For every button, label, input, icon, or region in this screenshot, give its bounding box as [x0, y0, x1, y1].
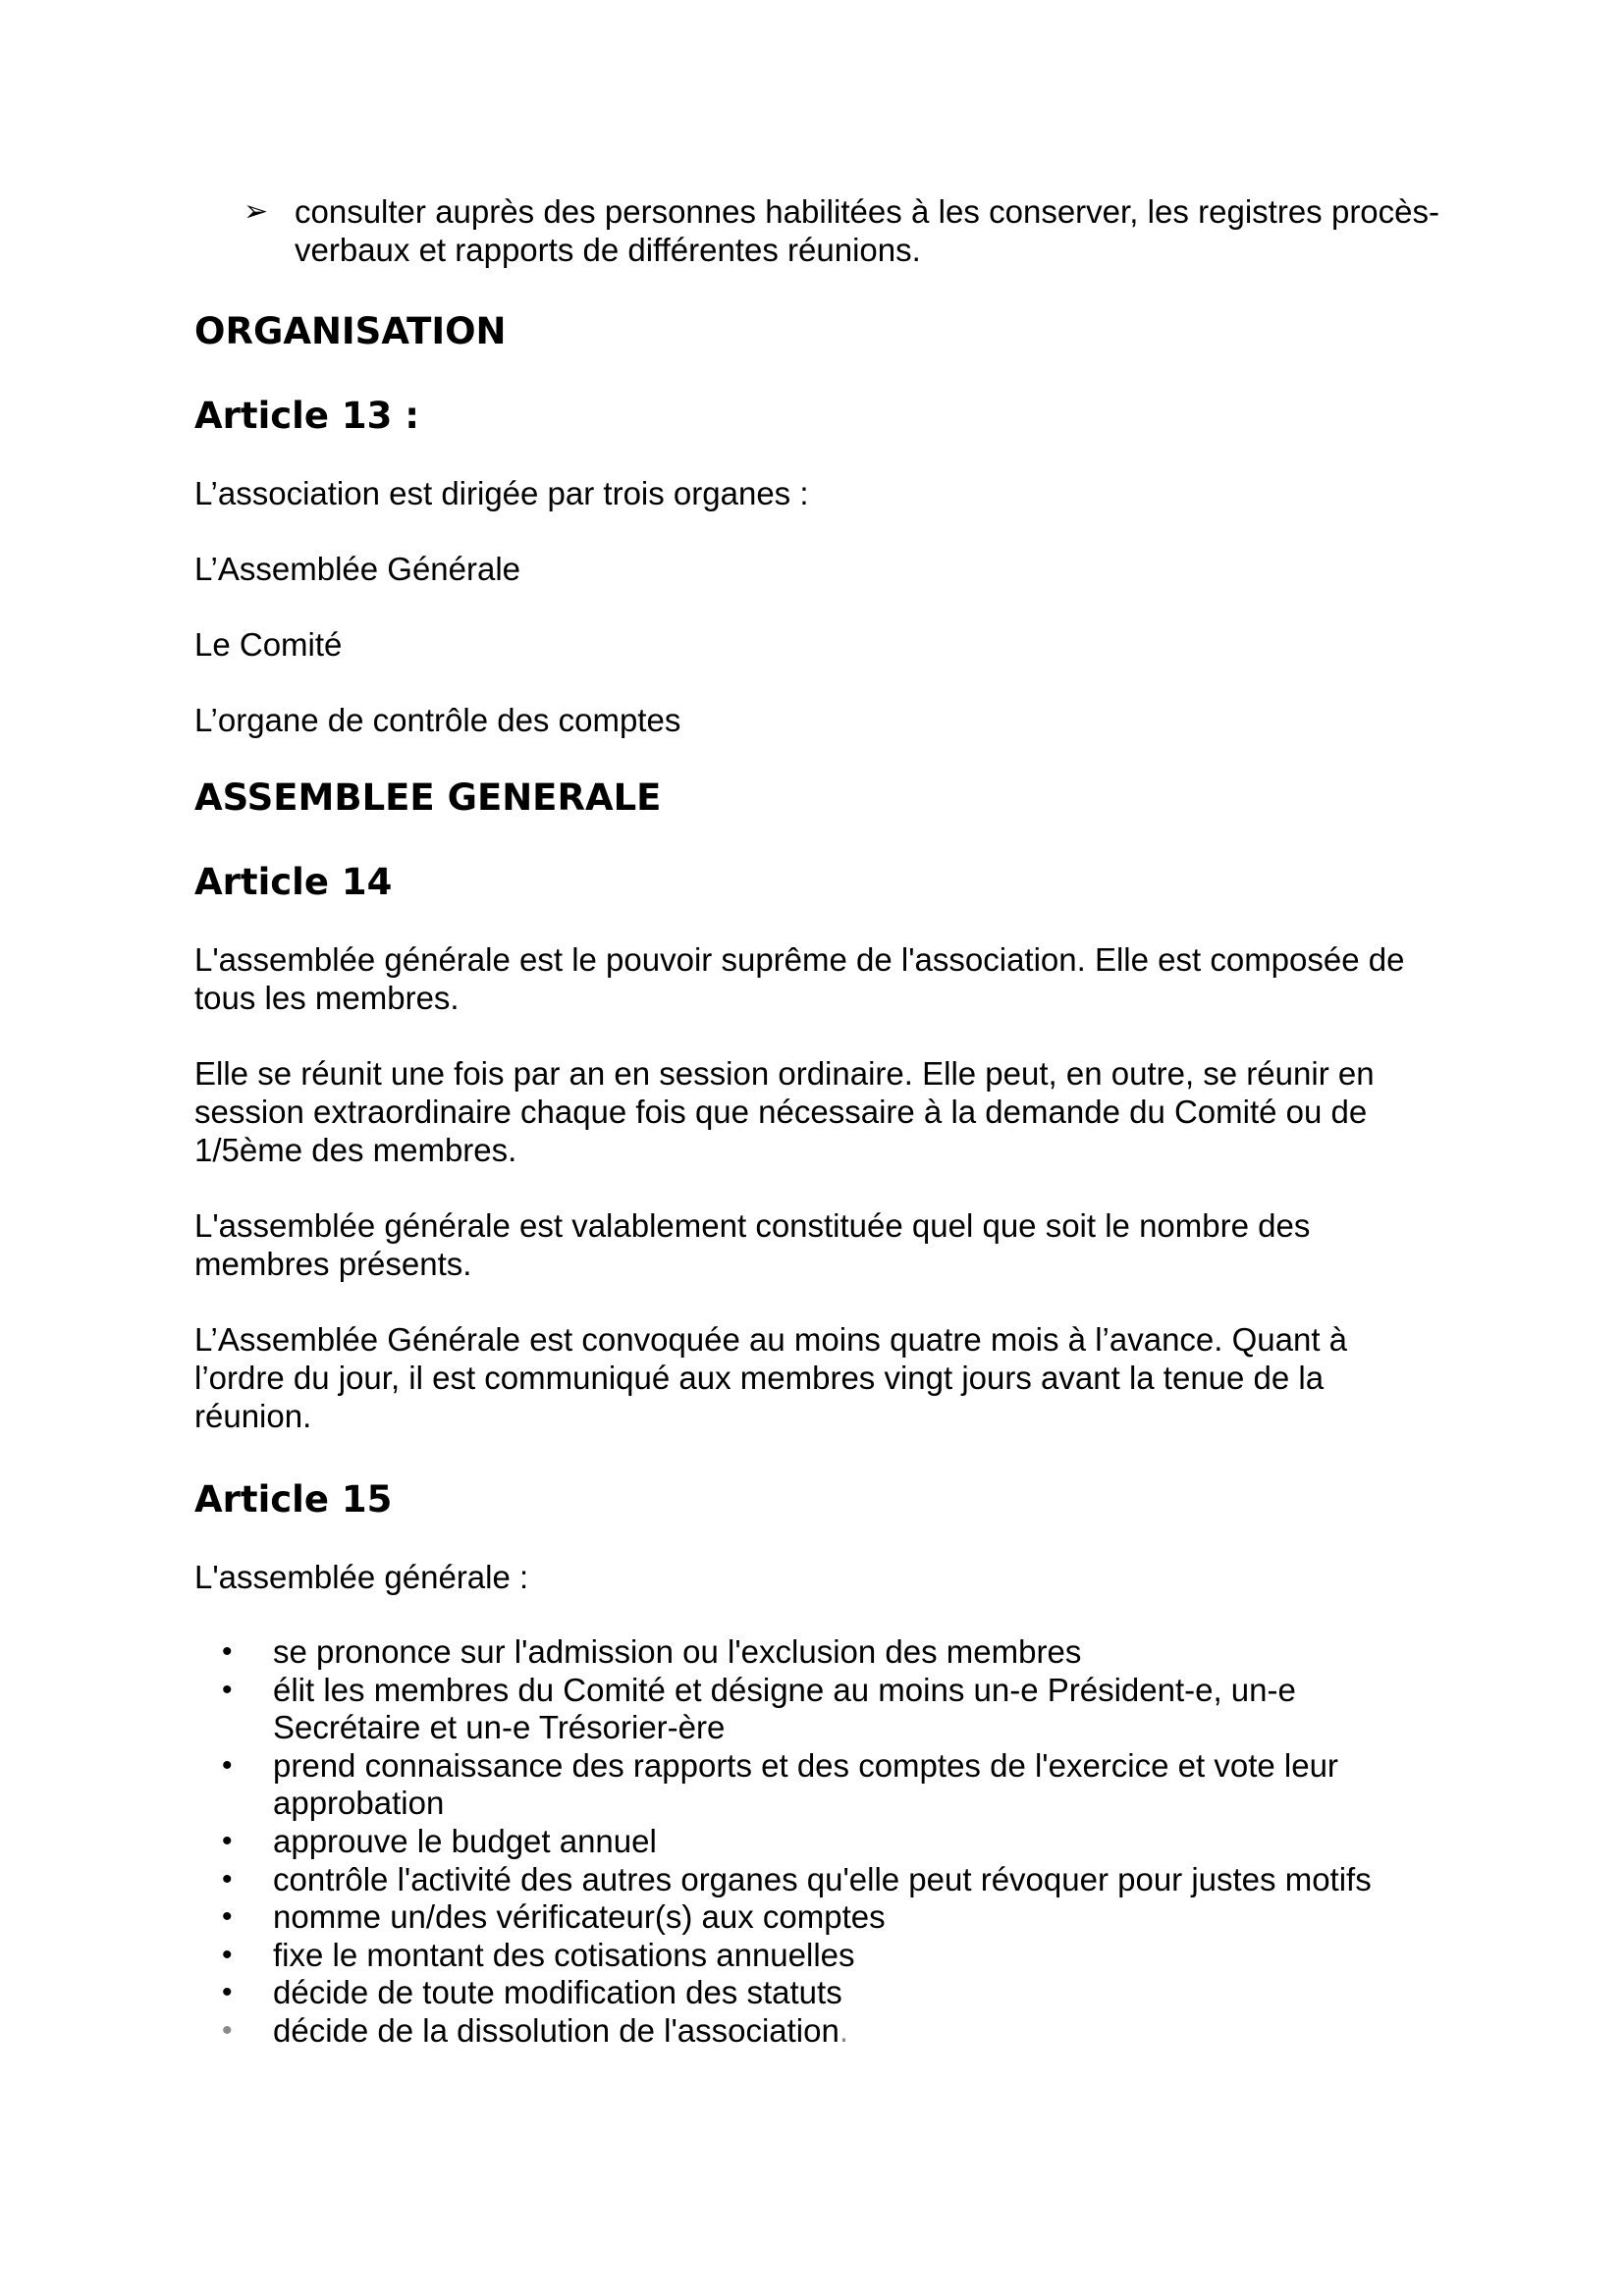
list-item — [194, 1861, 1439, 1899]
bullet-icon: • — [222, 1748, 233, 1782]
section-heading-assemblee: ASSEMBLEE GENERALE — [194, 776, 662, 819]
list-item-text: nomme un/des vérificateur(s) aux comptes — [273, 1898, 886, 1936]
list-item-text: prend connaissance des rapports et des comptes de l'exercice et vote leur approbation — [273, 1746, 1338, 1822]
article-15-intro: L'assemblée générale : — [194, 1559, 529, 1595]
trailing-period: . — [839, 2011, 849, 2049]
document-page — [194, 192, 1439, 2051]
list-item — [194, 1633, 1439, 1672]
article-15-heading: Article 15 — [194, 1478, 393, 1521]
list-item — [194, 2012, 1439, 2051]
list-item-text: décide de toute modification des statuts — [273, 1974, 842, 2011]
list-item-text: se prononce sur l'admission ou l'exclusion des membres — [273, 1633, 1082, 1670]
bullet-icon: • — [222, 2013, 233, 2047]
article-14-paragraph: L'assemblée générale est valablement constituée quel que soit le nombre des membres présents. — [194, 1207, 1311, 1282]
section-heading-organisation: ORGANISATION — [194, 310, 507, 352]
list-item-text: approuve le budget annuel — [273, 1822, 657, 1859]
bullet-icon: • — [222, 1862, 233, 1896]
article-14-paragraph: Elle se réunit une fois par an en session ordinaire. Elle peut, en outre, se réunir en session extraordinaire chaque fois que nécessaire à la demande du Comité ou de 1/5ème des membres. — [194, 1055, 1375, 1168]
list-item — [194, 1937, 1439, 1975]
list-item — [194, 1672, 1439, 1747]
list-item-text: décide de la dissolution de l'association — [273, 2011, 839, 2049]
list-item-text: élit les membres du Comité et désigne au moins un-e Président-e, un-e Secrétaire et un-e Trésorier-ère — [273, 1671, 1296, 1746]
article-14-heading: Article 14 — [194, 861, 393, 903]
organ-controle: L’organe de contrôle des comptes — [194, 702, 681, 738]
arrow-bullet-icon: ➢ — [244, 194, 269, 229]
list-item-text: fixe le montant des cotisations annuelles — [273, 1936, 855, 1973]
list-item — [194, 1898, 1439, 1937]
intro-arrow-item — [194, 192, 1439, 269]
bullet-icon: • — [222, 1900, 233, 1934]
bullet-icon: • — [222, 1635, 233, 1668]
list-item-text: contrôle l'activité des autres organes qu'elle peut révoquer pour justes motifs — [273, 1860, 1372, 1897]
bullet-icon: • — [222, 1976, 233, 2009]
list-item — [194, 1747, 1439, 1823]
article-13-intro: L’association est dirigée par trois organes : — [194, 475, 809, 511]
intro-arrow-text: consulter auprès des personnes habilitées à les conserver, les registres procès-verbaux et rapports de différentes réunions. — [295, 193, 1439, 268]
article-14-paragraph: L’Assemblée Générale est convoquée au moins quatre mois à l’avance. Quant à l’ordre du jour, il est communiqué aux membres vingt jours avant la tenue de la réunion. — [194, 1321, 1348, 1434]
organ-assemblee: L’Assemblée Générale — [194, 551, 521, 587]
list-item — [194, 1974, 1439, 2012]
list-item — [194, 1823, 1439, 1861]
organ-comite: Le Comité — [194, 626, 343, 663]
article-14-paragraph: L'assemblée générale est le pouvoir suprême de l'association. Elle est composée de tous les membres. — [194, 941, 1405, 1016]
article-13-heading: Article 13 : — [194, 395, 420, 437]
bullet-icon: • — [222, 1673, 233, 1706]
bullet-icon: • — [222, 1824, 233, 1857]
article-15-list — [194, 1633, 1439, 2051]
bullet-icon: • — [222, 1938, 233, 1971]
